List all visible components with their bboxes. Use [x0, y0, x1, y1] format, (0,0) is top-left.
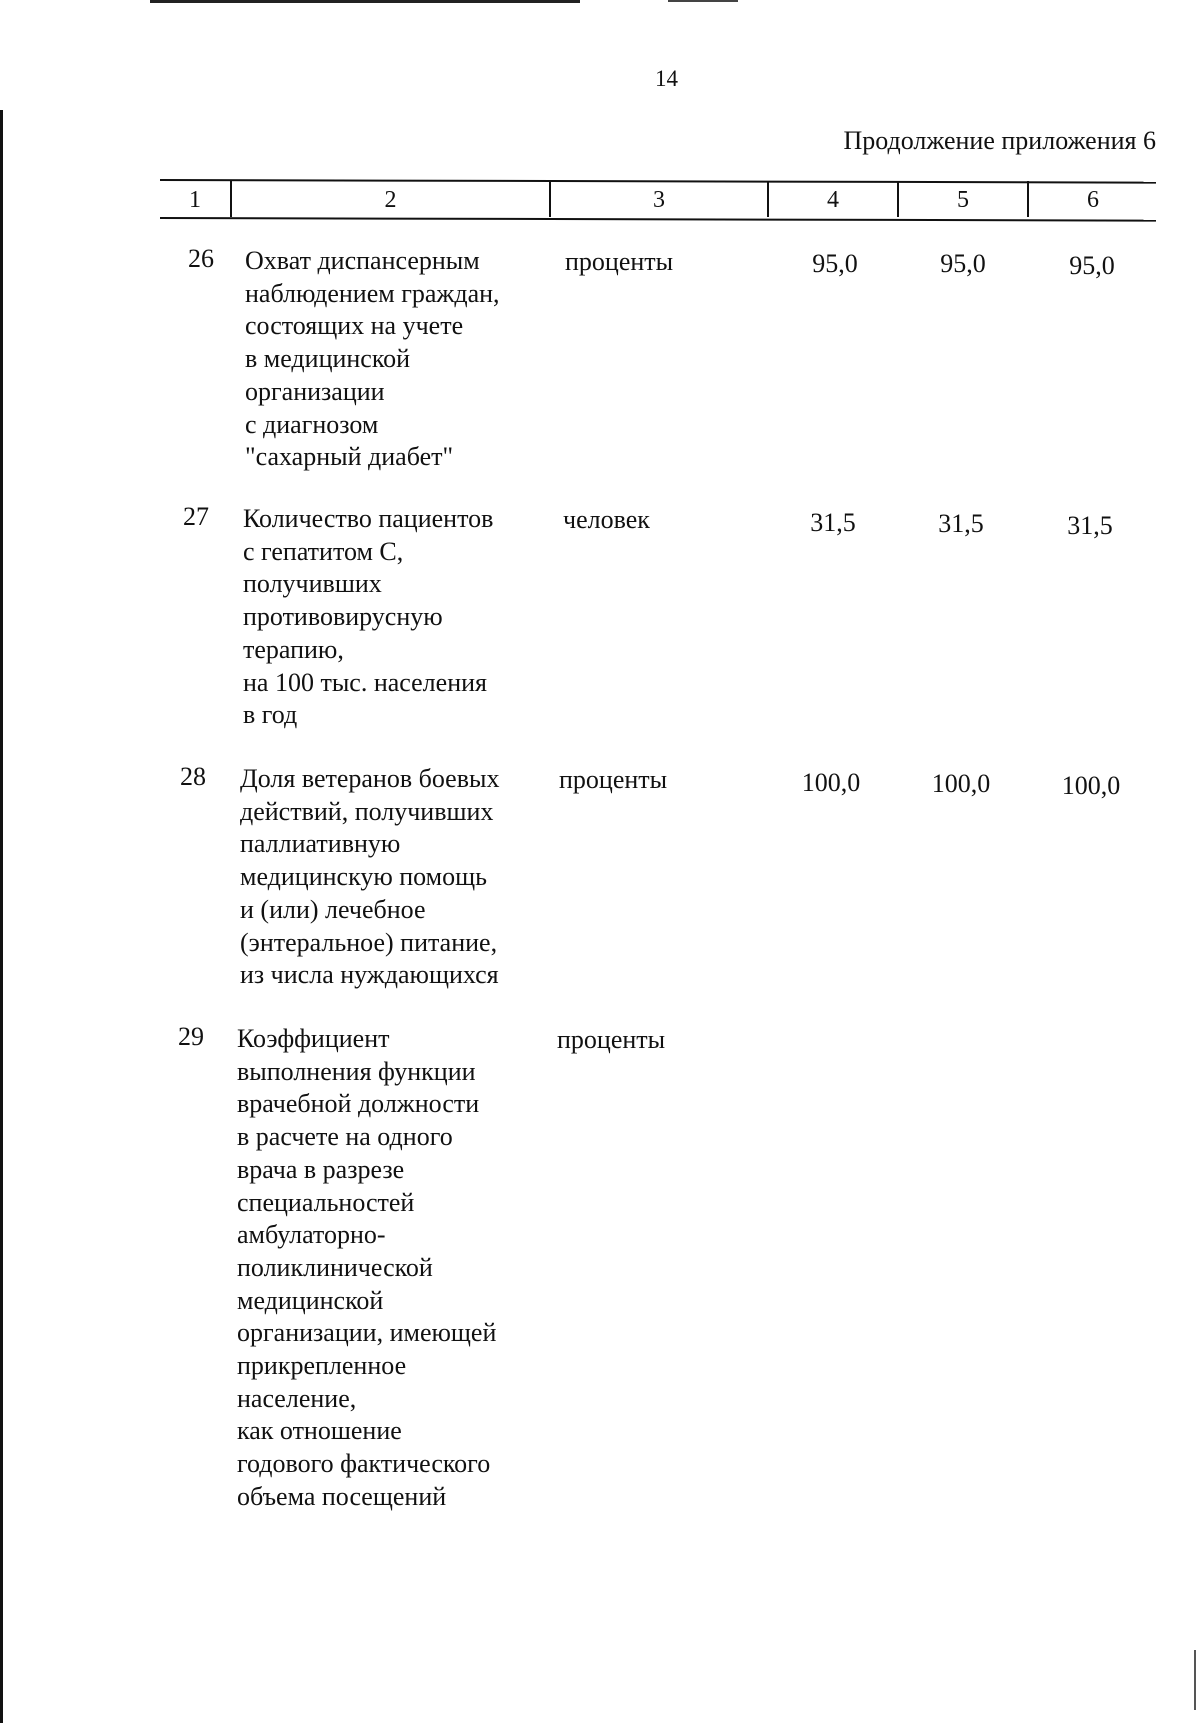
value-col-5: 100,0: [931, 769, 991, 798]
value-col-6: 31,5: [1067, 511, 1113, 540]
value-col-5: 95,0: [940, 249, 986, 278]
scan-edge-left: [0, 110, 3, 1723]
row-number: 29: [178, 1022, 204, 1051]
header-col-2: 2: [384, 187, 397, 213]
indicator-name: Доля ветеранов боевых действий, получивших паллиативную медицинскую помощь и (или) лечебное (энтеральное) питание, из числа нуждающихся: [240, 764, 500, 990]
row-number: 28: [180, 762, 206, 791]
indicator-name: Количество пациентов с гепатитом С, получивших противовирусную терапию, на 100 тыс. населения в год: [243, 504, 494, 730]
header-col-1: 1: [189, 187, 201, 213]
value-col-4: 95,0: [812, 249, 858, 278]
page-number: 14: [655, 66, 678, 91]
header-col-5: 5: [957, 187, 969, 213]
appendix-continuation-note: Продолжение приложения 6: [843, 126, 1156, 155]
value-col-5: 31,5: [938, 509, 984, 538]
value-col-4: 100,0: [801, 768, 861, 797]
scan-edge-right: [1194, 1650, 1196, 1710]
indicator-name: Охват диспансерным наблюдением граждан, состоящих на учете в медицинской организации с диагнозом "сахарный диабет": [245, 246, 500, 472]
header-col-4: 4: [827, 187, 839, 213]
row-number: 26: [188, 244, 214, 273]
scan-edge-top: [150, 0, 580, 3]
value-col-6: 95,0: [1069, 251, 1115, 280]
unit: проценты: [559, 765, 668, 794]
scan-edge-top-fragment: [668, 0, 738, 2]
indicator-name: Коэффициент выполнения функции врачебной должности в расчете на одного врача в разрезе специальностей амбулаторно- поликлинической медицинской организации, имеющей прикрепленное население, как отношение годового фактического объема посещений: [237, 1024, 497, 1511]
header-col-6: 6: [1087, 187, 1099, 213]
header-rule-bottom: [160, 217, 1156, 222]
header-col-3: 3: [653, 187, 665, 213]
value-col-4: 31,5: [810, 508, 856, 537]
value-col-6: 100,0: [1061, 771, 1121, 800]
unit: проценты: [565, 247, 674, 276]
row-number: 27: [183, 502, 209, 531]
unit: проценты: [557, 1025, 666, 1054]
unit: человек: [563, 505, 650, 534]
